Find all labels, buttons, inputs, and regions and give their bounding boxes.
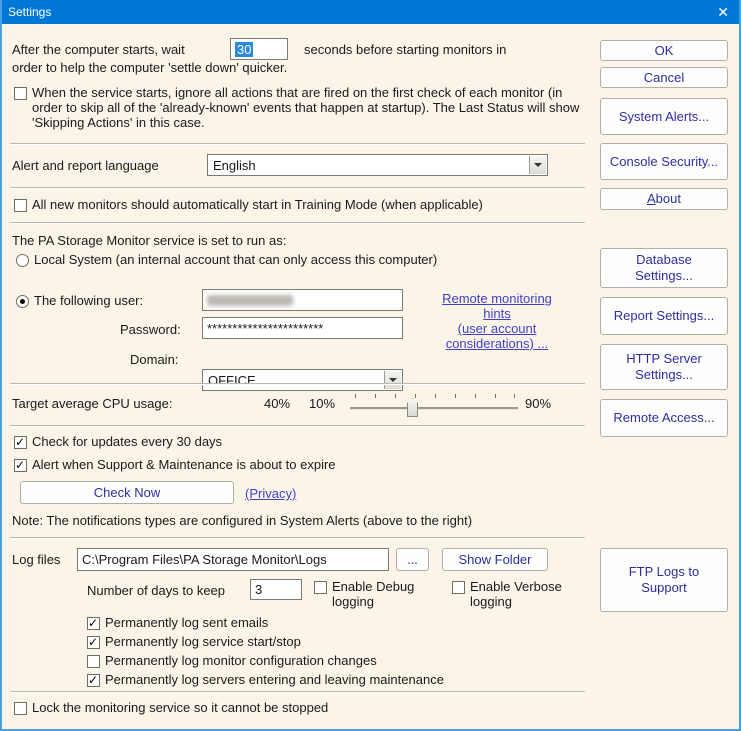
hints-line[interactable]: (user account	[457, 321, 537, 336]
database-settings-label: Database Settings...	[635, 252, 693, 283]
password-input[interactable]	[202, 317, 403, 339]
log-path-value: C:\Program Files\PA Storage Monitor\Logs	[82, 552, 327, 567]
domain-dropdown[interactable]	[202, 369, 403, 391]
check-icon: ✓	[88, 635, 99, 649]
system-alerts-button[interactable]	[600, 98, 728, 135]
divider	[10, 222, 585, 224]
check-now-button[interactable]	[20, 481, 234, 504]
triangle-glyph	[389, 378, 397, 382]
cpu-max-label: 90%	[525, 396, 552, 411]
database-settings-button[interactable]	[600, 248, 728, 288]
slider-tick	[375, 394, 376, 398]
lock-service-checkbox[interactable]	[14, 702, 27, 715]
browse-button[interactable]	[396, 548, 429, 571]
hints-line[interactable]: hints	[483, 306, 511, 321]
ok-button[interactable]	[600, 40, 728, 61]
log-service-label: Permanently log service start/stop	[105, 634, 301, 649]
password-label: Password:	[120, 322, 181, 337]
log-files-label: Log files	[12, 552, 61, 567]
cpu-current-value: 40%	[264, 396, 291, 411]
cancel-label: Cancel	[643, 69, 685, 85]
divider	[10, 143, 585, 145]
divider	[10, 537, 585, 539]
wait-prefix-label: After the computer starts, wait	[12, 42, 185, 57]
debug-logging-label: Enable Debug logging	[332, 579, 415, 609]
cpu-min-label: 10%	[309, 396, 336, 411]
http-server-settings-button[interactable]	[600, 344, 728, 390]
chevron-down-icon[interactable]	[384, 371, 401, 389]
report-settings-label: Report Settings...	[613, 308, 715, 323]
ftp-logs-button[interactable]	[600, 548, 728, 612]
check-updates-checkbox[interactable]	[14, 436, 27, 449]
domain-label: Domain:	[130, 352, 179, 367]
ignore-first-actions-checkbox[interactable]	[14, 87, 27, 100]
slider-track[interactable]	[350, 407, 518, 410]
divider	[10, 383, 585, 385]
show-folder-label: Show Folder	[458, 551, 532, 567]
service-run-as-heading: The PA Storage Monitor service is set to run as:	[12, 233, 287, 248]
slider-tick	[355, 394, 356, 398]
verbose-logging-checkbox[interactable]	[452, 581, 465, 594]
training-mode-checkbox[interactable]	[14, 199, 27, 212]
triangle-glyph	[534, 163, 542, 167]
log-service-checkbox[interactable]	[87, 636, 100, 649]
ftp-logs-label: FTP Logs to Support	[628, 564, 700, 595]
slider-tick	[495, 394, 496, 398]
hints-line[interactable]: Remote monitoring	[442, 291, 552, 306]
days-to-keep-label: Number of days to keep	[87, 583, 226, 598]
slider-tick	[435, 394, 436, 398]
chevron-down-icon[interactable]	[529, 156, 546, 174]
check-icon: ✓	[15, 458, 26, 472]
lock-service-label: Lock the monitoring service so it cannot be stopped	[32, 700, 329, 715]
title-bar	[0, 0, 741, 24]
console-security-label: Console Security...	[609, 153, 719, 169]
remote-access-label: Remote Access...	[613, 410, 715, 425]
log-config-label: Permanently log monitor configuration changes	[105, 653, 377, 668]
alert-expire-label: Alert when Support & Maintenance is about to expire	[32, 457, 336, 472]
following-user-label: The following user:	[34, 293, 144, 308]
system-alerts-note: Note: The notifications types are configured in System Alerts (above to the right)	[12, 513, 473, 528]
days-to-keep-value: 3	[255, 582, 263, 597]
check-now-label: Check Now	[93, 484, 161, 500]
window-title: Settings	[8, 5, 52, 19]
check-updates-label: Check for updates every 30 days	[32, 434, 223, 449]
log-path-input[interactable]	[77, 548, 389, 571]
slider-thumb[interactable]	[407, 398, 418, 417]
hints-line[interactable]: considerations) ...	[445, 336, 549, 351]
browse-label: ...	[407, 551, 418, 567]
privacy-link[interactable]: (Privacy)	[245, 486, 297, 501]
wait-suffix-label: seconds before starting monitors in	[304, 42, 507, 57]
slider-tick	[415, 394, 416, 398]
close-icon[interactable]: ✕	[717, 4, 729, 20]
log-maintenance-checkbox[interactable]	[87, 674, 100, 687]
radio-dot-icon	[20, 299, 25, 304]
system-alerts-label: System Alerts...	[618, 108, 710, 124]
local-system-label: Local System (an internal account that can only access this computer)	[34, 252, 438, 267]
console-security-button[interactable]	[600, 143, 728, 180]
check-icon: ✓	[88, 616, 99, 630]
ignore-first-actions-label: When the service starts, ignore all actions that are fired on the first check of each monitor (in order to skip all of the 'already-known' events that happen at startup). The Last Status will show 'Skipping Actions' in this case.	[32, 85, 580, 130]
log-maintenance-label: Permanently log servers entering and leaving maintenance	[105, 672, 444, 687]
cpu-usage-label: Target average CPU usage:	[12, 396, 173, 411]
remote-access-button[interactable]	[600, 399, 728, 437]
slider-tick	[395, 394, 396, 398]
divider	[10, 187, 585, 189]
verbose-logging-label: Enable Verbose logging	[470, 579, 562, 609]
about-button[interactable]	[600, 188, 728, 210]
log-config-checkbox[interactable]	[87, 655, 100, 668]
username-redacted-text	[207, 295, 293, 306]
domain-value: OFFICE	[208, 372, 256, 388]
log-emails-label: Permanently log sent emails	[105, 615, 269, 630]
language-label: Alert and report language	[12, 158, 159, 173]
wait-line2-label: order to help the computer 'settle down' quicker.	[12, 60, 288, 75]
divider	[10, 691, 585, 693]
following-user-radio[interactable]	[16, 295, 29, 308]
alert-expire-checkbox[interactable]	[14, 459, 27, 472]
cancel-button[interactable]	[600, 67, 728, 88]
log-emails-checkbox[interactable]	[87, 617, 100, 630]
divider	[10, 425, 585, 427]
show-folder-button[interactable]	[442, 548, 548, 571]
report-settings-button[interactable]	[600, 297, 728, 335]
wait-seconds-input[interactable]	[230, 38, 288, 60]
check-icon: ✓	[15, 435, 26, 449]
http-server-settings-label: HTTP Server Settings...	[626, 351, 702, 382]
days-to-keep-input[interactable]	[250, 579, 302, 600]
ok-label: OK	[654, 42, 674, 58]
wait-seconds-value: 30	[237, 41, 252, 57]
about-label: About	[647, 191, 681, 206]
slider-tick	[514, 394, 515, 398]
language-value: English	[213, 157, 256, 173]
debug-logging-checkbox[interactable]	[314, 581, 327, 594]
slider-tick	[455, 394, 456, 398]
remote-monitoring-hints-link[interactable]	[417, 291, 577, 351]
password-masked-value: ***********************	[207, 320, 324, 336]
local-system-radio[interactable]	[16, 254, 29, 267]
cpu-slider[interactable]	[350, 394, 518, 418]
username-input[interactable]	[202, 289, 403, 311]
language-dropdown[interactable]	[207, 154, 548, 176]
check-icon: ✓	[88, 673, 99, 687]
slider-tick	[475, 394, 476, 398]
training-mode-label: All new monitors should automatically start in Training Mode (when applicable)	[32, 197, 483, 212]
